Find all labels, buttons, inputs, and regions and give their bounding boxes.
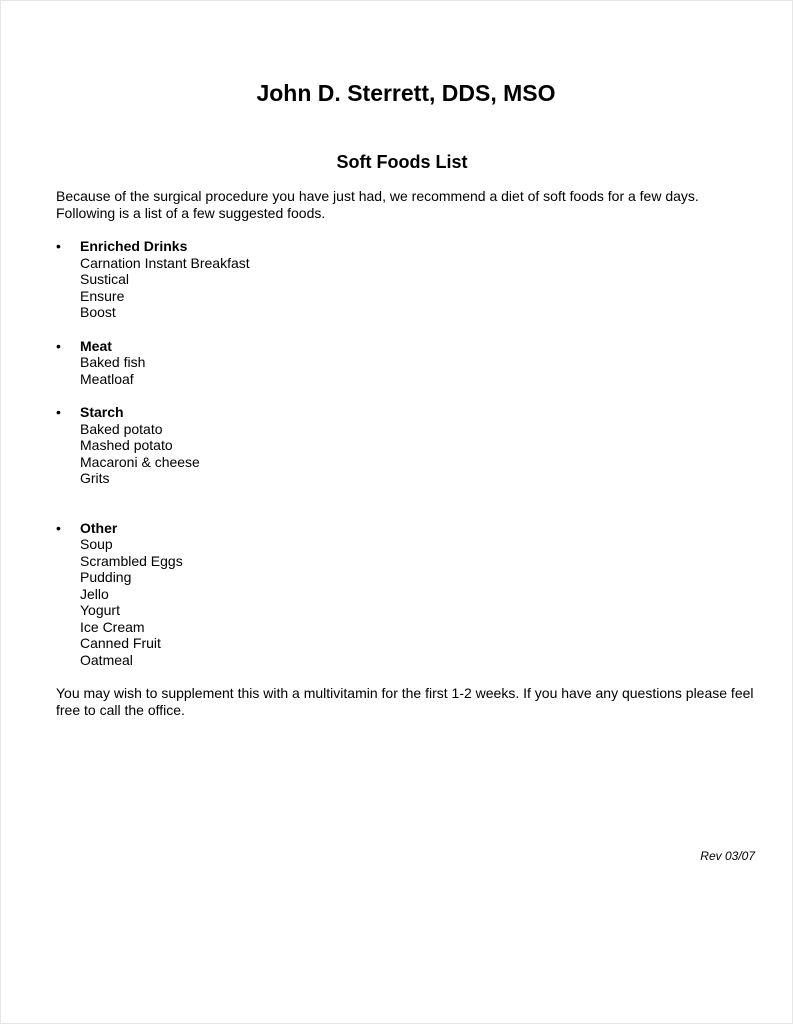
list-item: Grits <box>80 470 110 486</box>
list-item: Baked fish <box>80 354 146 370</box>
category-enriched-drinks <box>56 238 656 321</box>
category-meat <box>56 338 656 388</box>
bullet-icon: • <box>56 238 61 254</box>
category-items <box>80 255 656 321</box>
document-subtitle: Soft Foods List <box>336 152 468 172</box>
list-item: Jello <box>80 585 109 602</box>
category-items <box>80 536 656 668</box>
category-heading: Enriched Drinks <box>80 238 188 254</box>
list-item: Soup <box>80 536 113 552</box>
intro-paragraph: Because of the surgical procedure you have just had, we recommend a diet of soft foods for a few days. Following is a list of a few suggested foods. <box>56 188 699 221</box>
food-category-list <box>56 238 656 685</box>
closing-paragraph: You may wish to supplement this with a multivitamin for the first 1-2 weeks. If you have any questions please feel free to call the office. <box>56 685 754 718</box>
list-item: Sustical <box>80 271 130 287</box>
list-item: Yogurt <box>80 602 120 618</box>
list-item: Boost <box>80 304 116 320</box>
list-item: Baked potato <box>80 420 163 437</box>
list-item: Mashed potato <box>80 437 173 453</box>
list-item: Carnation Instant Breakfast <box>80 254 250 271</box>
document-title: John D. Sterrett, DDS, MSO <box>256 80 556 106</box>
bullet-icon: • <box>56 337 61 354</box>
list-item: Macaroni & cheese <box>80 453 200 470</box>
category-items <box>80 354 656 387</box>
category-heading: Other <box>80 519 118 536</box>
category-items <box>80 421 656 487</box>
bullet-icon: • <box>56 404 61 420</box>
category-starch <box>56 404 656 487</box>
list-item: Pudding <box>80 569 132 585</box>
list-item: Meatloaf <box>80 370 134 387</box>
revision-label: Rev 03/07 <box>700 849 755 863</box>
list-item: Ensure <box>80 287 125 304</box>
list-item: Oatmeal <box>80 651 133 668</box>
category-heading: Starch <box>80 404 124 420</box>
list-item: Canned Fruit <box>80 635 161 651</box>
category-other <box>56 520 656 669</box>
list-item: Scrambled Eggs <box>80 552 183 569</box>
list-item: Ice Cream <box>80 618 145 635</box>
bullet-icon: • <box>56 519 61 536</box>
category-heading: Meat <box>80 337 112 354</box>
